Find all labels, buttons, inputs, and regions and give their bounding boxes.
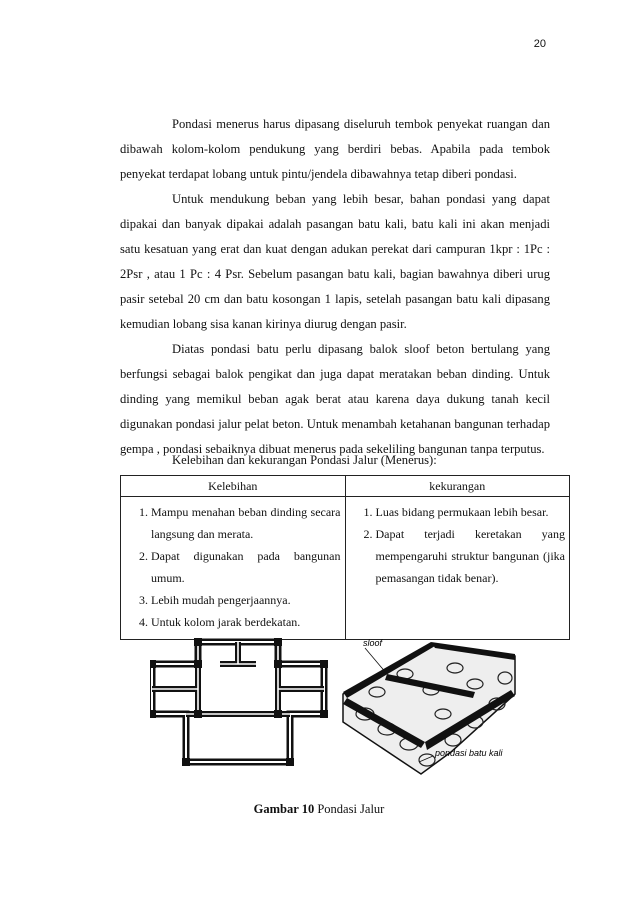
- comparison-table: [120, 475, 570, 640]
- kelebihan-item: 1. Mampu menahan beban dinding secara langsung dan merata.: [151, 501, 341, 545]
- table-intro: Kelebihan dan kekurangan Pondasi Jalur (Menerus):: [172, 453, 437, 467]
- kelebihan-item: 3. Lebih mudah pengerjaannya.: [151, 589, 341, 611]
- foundation-plan-drawing: [150, 638, 328, 766]
- paragraph-1: Pondasi menerus harus dipasang diseluruh tembok penyekat ruangan dan dibawah kolom-kolom pendukung yang berdiri bebas. Apabila pada tembok penyekat terdapat lobang untuk pintu/jendela dibawahnya tetap diberi pondasi.: [120, 117, 550, 181]
- paragraph-2: Untuk mendukung beban yang lebih besar, bahan pondasi yang dapat dipakai dan banyak dipakai adalah pasangan batu kali, batu kali ini akan menjadi satu kesatuan yang erat dan kuat dengan adukan perekat dari campuran 1kpr : 1Pc : 2Psr , atau 1 Pc : 4 Psr. Sebelum pasangan batu kali, bagian bawahnya diberi urug pasir setebal 20 cm dan batu kosongan 1 lapis, setelah pasangan batu kali dipasang kemudian lobang sisa kanan kirinya diurug dengan pasir.: [120, 192, 550, 331]
- header-kelebihan: Kelebihan: [121, 476, 346, 497]
- sloof-label: sloof: [363, 638, 383, 648]
- kekurangan-cell: [345, 497, 570, 640]
- kelebihan-item: 4. Untuk kolom jarak berdekatan.: [151, 611, 341, 633]
- kelebihan-item: 2. Dapat digunakan pada bangunan umum.: [151, 545, 341, 589]
- header-kekurangan: kekurangan: [345, 476, 570, 497]
- figure-caption: [0, 802, 638, 817]
- body-text: [120, 112, 550, 462]
- foundation-drawings: [150, 634, 518, 784]
- caption-prefix: Gambar 10: [253, 802, 315, 816]
- caption-text: Pondasi Jalur: [317, 802, 385, 816]
- pondasi-batu-kali-label: pondasi batu kali: [435, 748, 503, 758]
- page-number: 20: [533, 38, 546, 50]
- sloof-isometric-drawing: [343, 638, 515, 774]
- kelebihan-list: [125, 501, 341, 633]
- foundation-figure: [150, 634, 518, 784]
- kekurangan-item: 1. Luas bidang permukaan lebih besar.: [376, 501, 566, 523]
- kelebihan-cell: [121, 497, 346, 640]
- kekurangan-list: [350, 501, 566, 589]
- paragraph-3: Diatas pondasi batu perlu dipasang balok sloof beton bertulang yang berfungsi sebagai balok pengikat dan juga dapat meratakan beban dinding. Untuk dinding yang memikul beban agak berat atau karena daya dukung tanah kecil digunakan pondasi jalur pelat beton. Untuk menambah ketahanan bangunan terhadap gempa , pondasi sebaiknya dibuat menerus pada sekeliling bangunan tanpa terputus.: [120, 342, 550, 456]
- kekurangan-item: 2. Dapat terjadi keretakan yang mempengaruhi struktur bangunan (jika pemasangan tidak benar).: [376, 523, 566, 589]
